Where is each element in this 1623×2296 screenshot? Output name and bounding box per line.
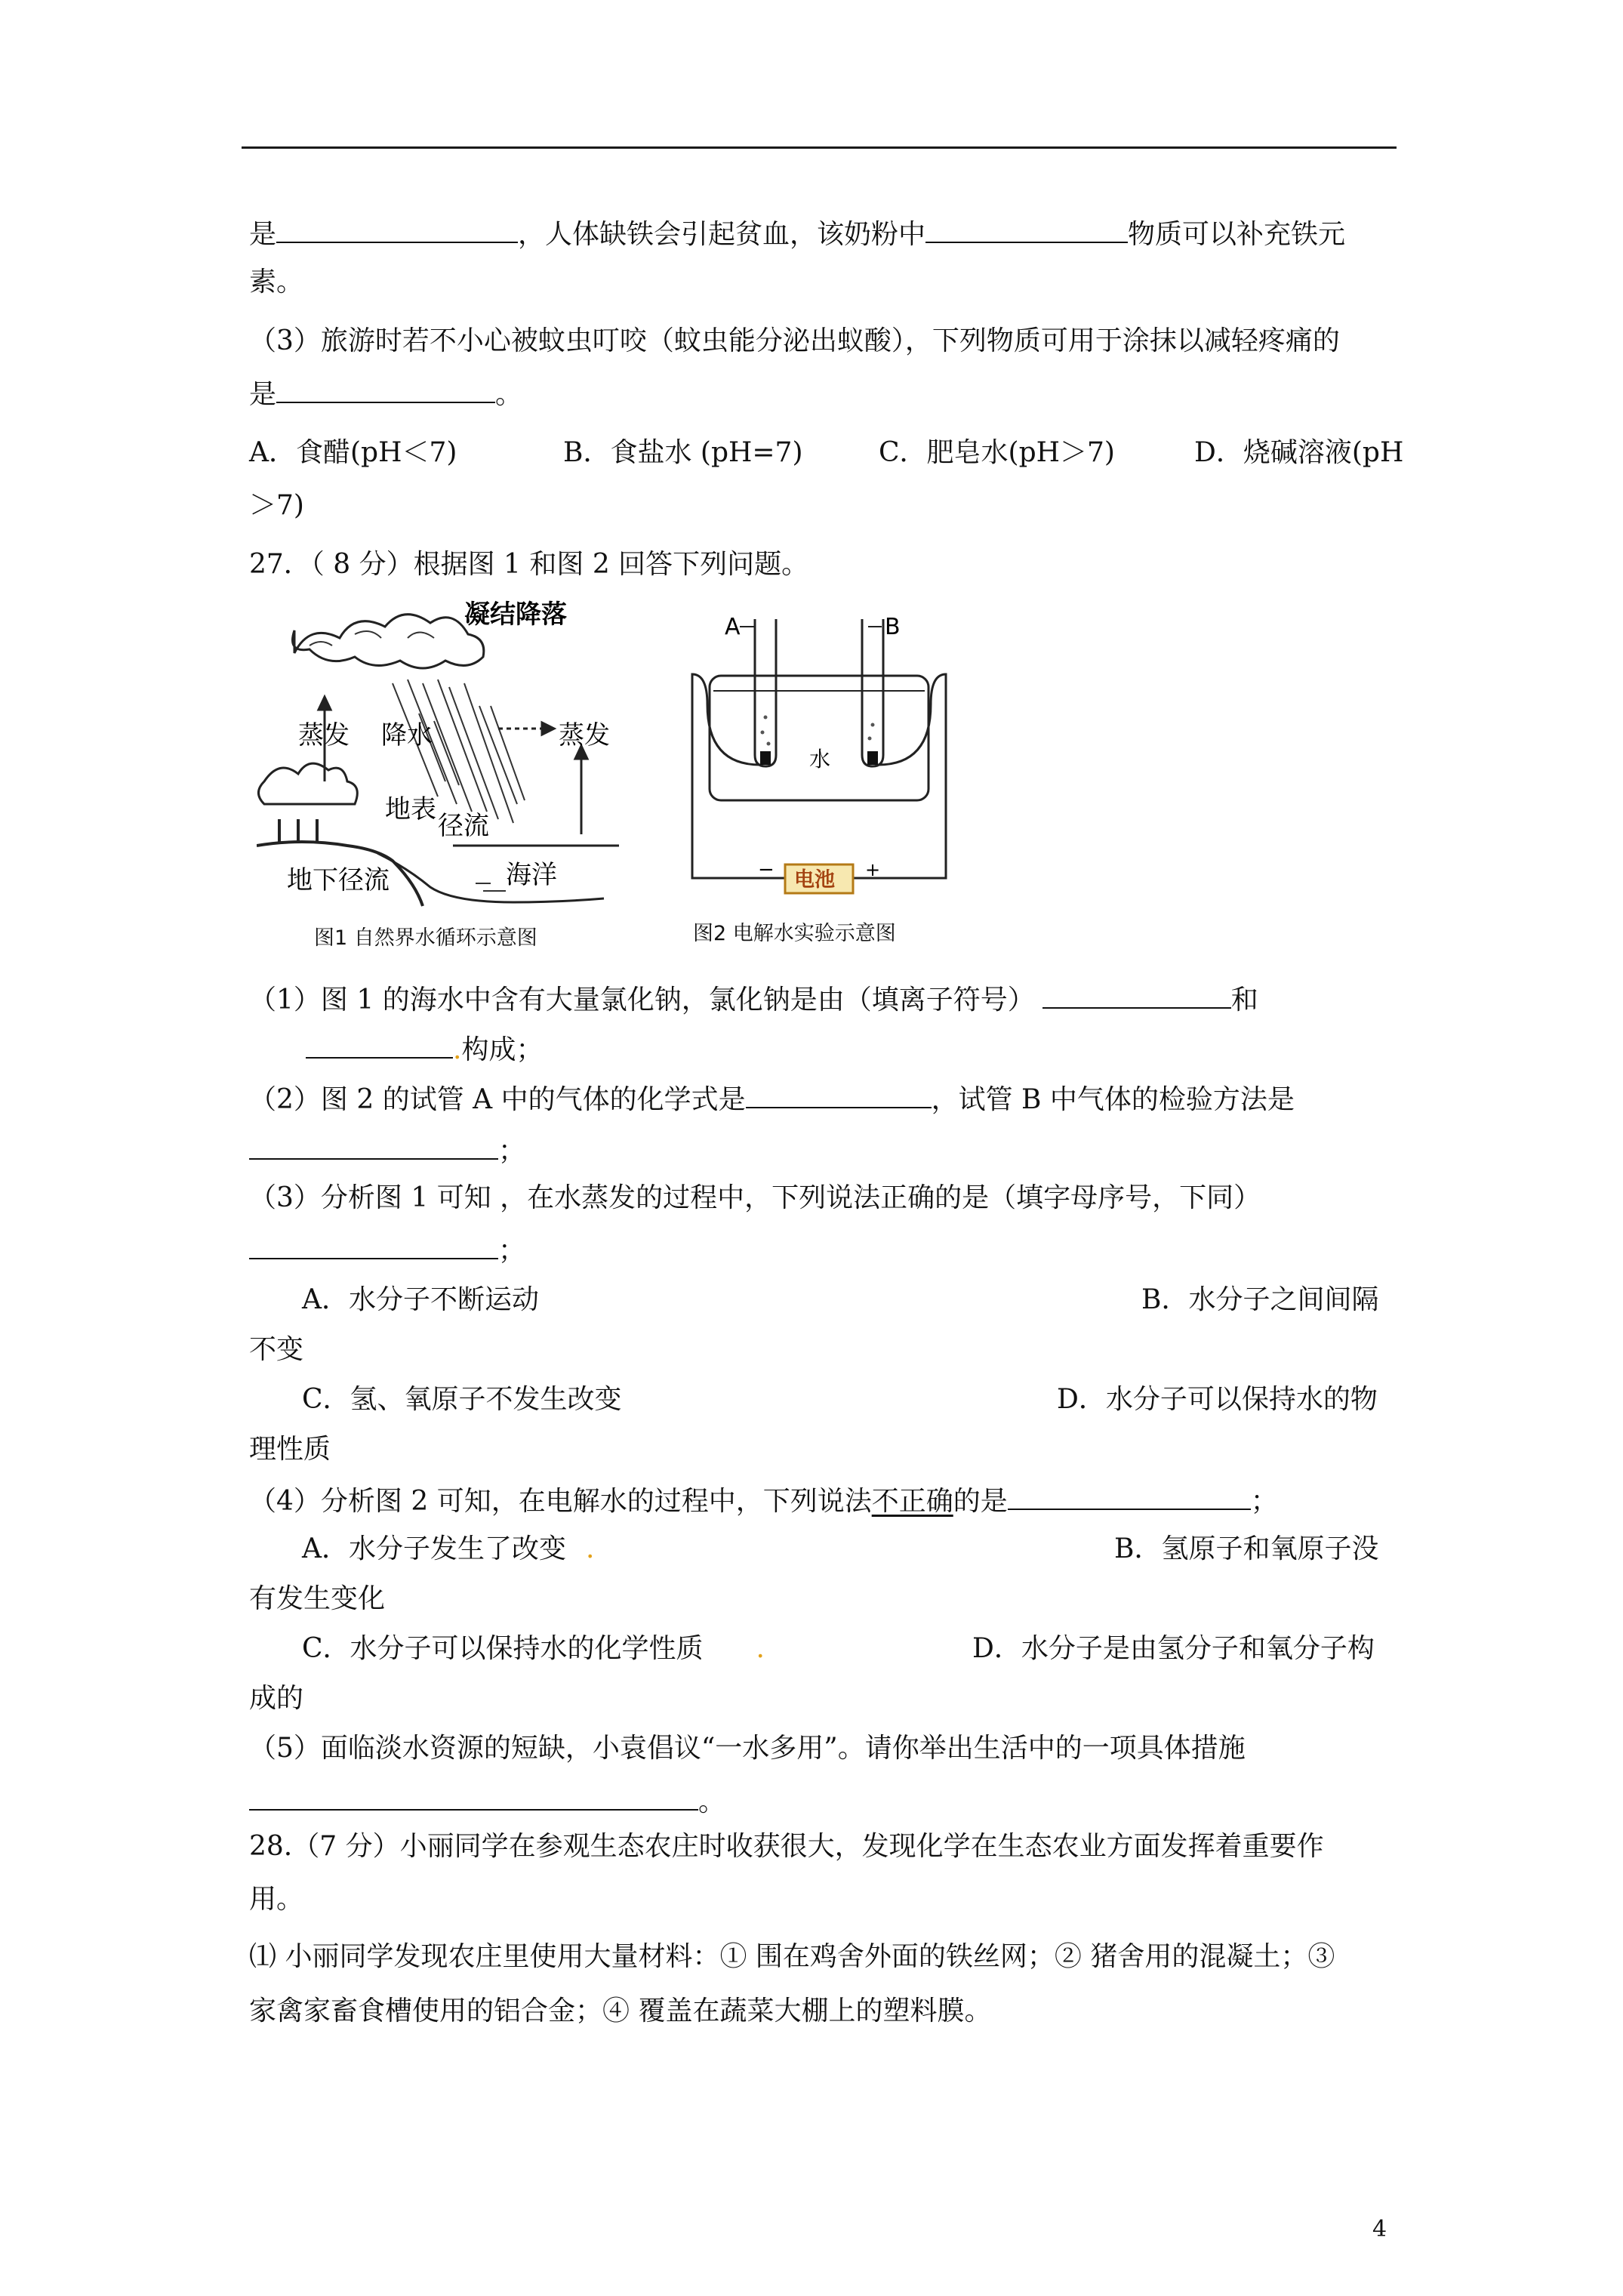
answer-blank[interactable]: [276, 376, 495, 403]
q26-part3-line1: （3）旅游时若不小心被蚊虫叮咬（蚊虫能分泌出蚁酸），下列物质可用于涂抹以减轻疼痛的: [249, 325, 1340, 356]
stray-mark: .: [586, 1533, 595, 1564]
q27-part3-line1: （3）分析图 1 可知 ，在水蒸发的过程中，下列说法正确的是（填字母序号，下同）: [249, 1182, 1261, 1213]
q27-part4-option-c: [302, 1632, 765, 1666]
fig2-label-a: A: [725, 614, 741, 640]
answer-blank[interactable]: [249, 1232, 498, 1259]
water-cycle-diagram: [257, 593, 634, 910]
fig1-label: 地下径流: [287, 865, 390, 895]
page-number: 4: [1372, 2216, 1387, 2242]
fig2-label-b: B: [885, 614, 901, 640]
q27-part4-option-c-text: C．水分子可以保持水的化学性质: [302, 1633, 704, 1664]
q26-cont-post: 物质可以补充铁元: [1128, 219, 1346, 250]
q27-part4-option-a-text: A．水分子发生了改变: [302, 1533, 566, 1564]
fig1-label: 凝结降落: [464, 599, 567, 630]
q27-part4-line: [249, 1483, 1278, 1518]
fig2-minus: −: [758, 858, 775, 881]
answer-blank[interactable]: [1042, 982, 1231, 1009]
q27-part1-line1: [249, 982, 1258, 1017]
electrolysis-diagram: [679, 604, 959, 906]
answer-blank[interactable]: [249, 1133, 498, 1160]
q26-cont-mid: ，人体缺铁会引起贫血，该奶粉中: [518, 219, 926, 250]
fig2-water-label: 水: [809, 747, 831, 772]
q26-cont-pre: 是: [249, 219, 277, 250]
fig1-label: 径流: [438, 811, 489, 841]
q27-part1-and: 和: [1230, 985, 1258, 1015]
q27-part3-option-d: D．水分子可以保持水的物: [1057, 1384, 1378, 1415]
figure-water-cycle: [257, 593, 634, 910]
fig1-label: 海洋: [506, 860, 557, 890]
answer-blank[interactable]: [306, 1031, 453, 1059]
q27-part4-option-d-cont: 成的: [249, 1683, 304, 1714]
q27-part3-end: ；: [498, 1235, 526, 1266]
q27-part1-post: 构成；: [461, 1034, 544, 1065]
q27-part3-option-b-cont: 不变: [249, 1334, 304, 1365]
q27-part2-line1: [249, 1081, 1295, 1117]
q26-continuation-line2: 素。: [249, 267, 304, 297]
header-rule: [242, 146, 1397, 149]
q26-part3-pre: 是: [249, 379, 277, 410]
q28-line1: 28.（7 分）小丽同学在参观生态农庄时收获很大，发现化学在生态农业方面发挥着重要作: [249, 1831, 1324, 1862]
q28-part1-line1: ⑴ 小丽同学发现农庄里使用大量材料：① 围在鸡舍外面的铁丝网；② 猪舍用的混凝土；③: [249, 1941, 1335, 1972]
q26-option-b: B．食盐水 (pH=7): [563, 437, 803, 468]
figure1-caption: 图1 自然界水循环示意图: [314, 926, 537, 950]
q27-part3-option-b: B．水分子之间间隔: [1141, 1284, 1379, 1315]
q27-part1-text: （1）图 1 的海水中含有大量氯化钠，氯化钠是由（填离子符号）: [249, 985, 1035, 1015]
fig1-label: 降水: [381, 720, 433, 750]
stray-mark: .: [453, 1034, 462, 1065]
q27-part4-option-b: B．氢原子和氧原子没: [1114, 1533, 1379, 1564]
fig2-plus: +: [865, 859, 881, 880]
q28-part1-line2: 家禽家畜食槽使用的铝合金；④ 覆盖在蔬菜大棚上的塑料膜。: [249, 1996, 992, 2026]
fig1-label: 地表: [385, 794, 436, 824]
q26-part3-post: 。: [495, 379, 523, 410]
q28-line2: 用。: [249, 1884, 304, 1915]
q27-part2-end: ；: [498, 1136, 526, 1166]
answer-blank[interactable]: [249, 1783, 698, 1811]
q26-option-d-cont: ＞7): [249, 490, 304, 521]
q27-part4-mid: 的是: [953, 1486, 1008, 1517]
q27-part2-post: ，试管 B 中气体的检验方法是: [931, 1084, 1295, 1115]
fig1-label: 蒸发: [298, 720, 350, 750]
q27-part4-emphasis: 不正确: [871, 1486, 953, 1517]
q27-part2-pre: （2）图 2 的试管 A 中的气体的化学式是: [249, 1084, 746, 1115]
q27-part4-pre: （4）分析图 2 可知，在电解水的过程中，下列说法: [249, 1486, 872, 1517]
q27-part5-line1: （5）面临淡水资源的短缺，小袁倡议“一水多用”。请你举出生活中的一项具体措施: [249, 1733, 1246, 1764]
q27-part5-end: 。: [698, 1786, 726, 1817]
q27-part3-line2: [249, 1232, 525, 1268]
figure2-caption: 图2 电解水实验示意图: [693, 922, 896, 945]
fig1-label: 蒸发: [559, 720, 610, 750]
q27-part3-option-c: C．氢、氧原子不发生改变: [302, 1384, 622, 1415]
q27-part4-option-a: [302, 1533, 594, 1566]
q26-option-a: A．食醋(pH＜7): [249, 437, 457, 468]
answer-blank[interactable]: [276, 216, 518, 243]
q27-part1-line2: [306, 1031, 543, 1067]
answer-blank[interactable]: [746, 1081, 932, 1108]
q27-part4-end: ；: [1250, 1486, 1278, 1517]
q26-option-c: C．肥皂水(pH＞7): [879, 437, 1115, 468]
q26-part3-line2: [249, 376, 522, 411]
q27-part3-option-a: A．水分子不断运动: [302, 1284, 539, 1315]
stray-mark: .: [756, 1633, 765, 1664]
q27-part4-option-d: D．水分子是由氢分子和氧分子构: [972, 1633, 1375, 1664]
answer-blank[interactable]: [925, 216, 1128, 243]
q27-part4-option-b-cont: 有发生变化: [249, 1583, 386, 1614]
q27-part2-line2: [249, 1133, 525, 1168]
answer-blank[interactable]: [1008, 1483, 1251, 1510]
q27-part5-line2: [249, 1783, 725, 1819]
q26-option-d: D．烧碱溶液(pH: [1194, 437, 1404, 468]
q27-part3-option-d-cont: 理性质: [249, 1434, 331, 1465]
figure-electrolysis: [679, 604, 959, 906]
q26-continuation-line: [249, 216, 1345, 251]
q27-header: 27．（ 8 分）根据图 1 和图 2 回答下列问题。: [249, 549, 809, 580]
fig2-battery-label: 电池: [794, 868, 835, 892]
